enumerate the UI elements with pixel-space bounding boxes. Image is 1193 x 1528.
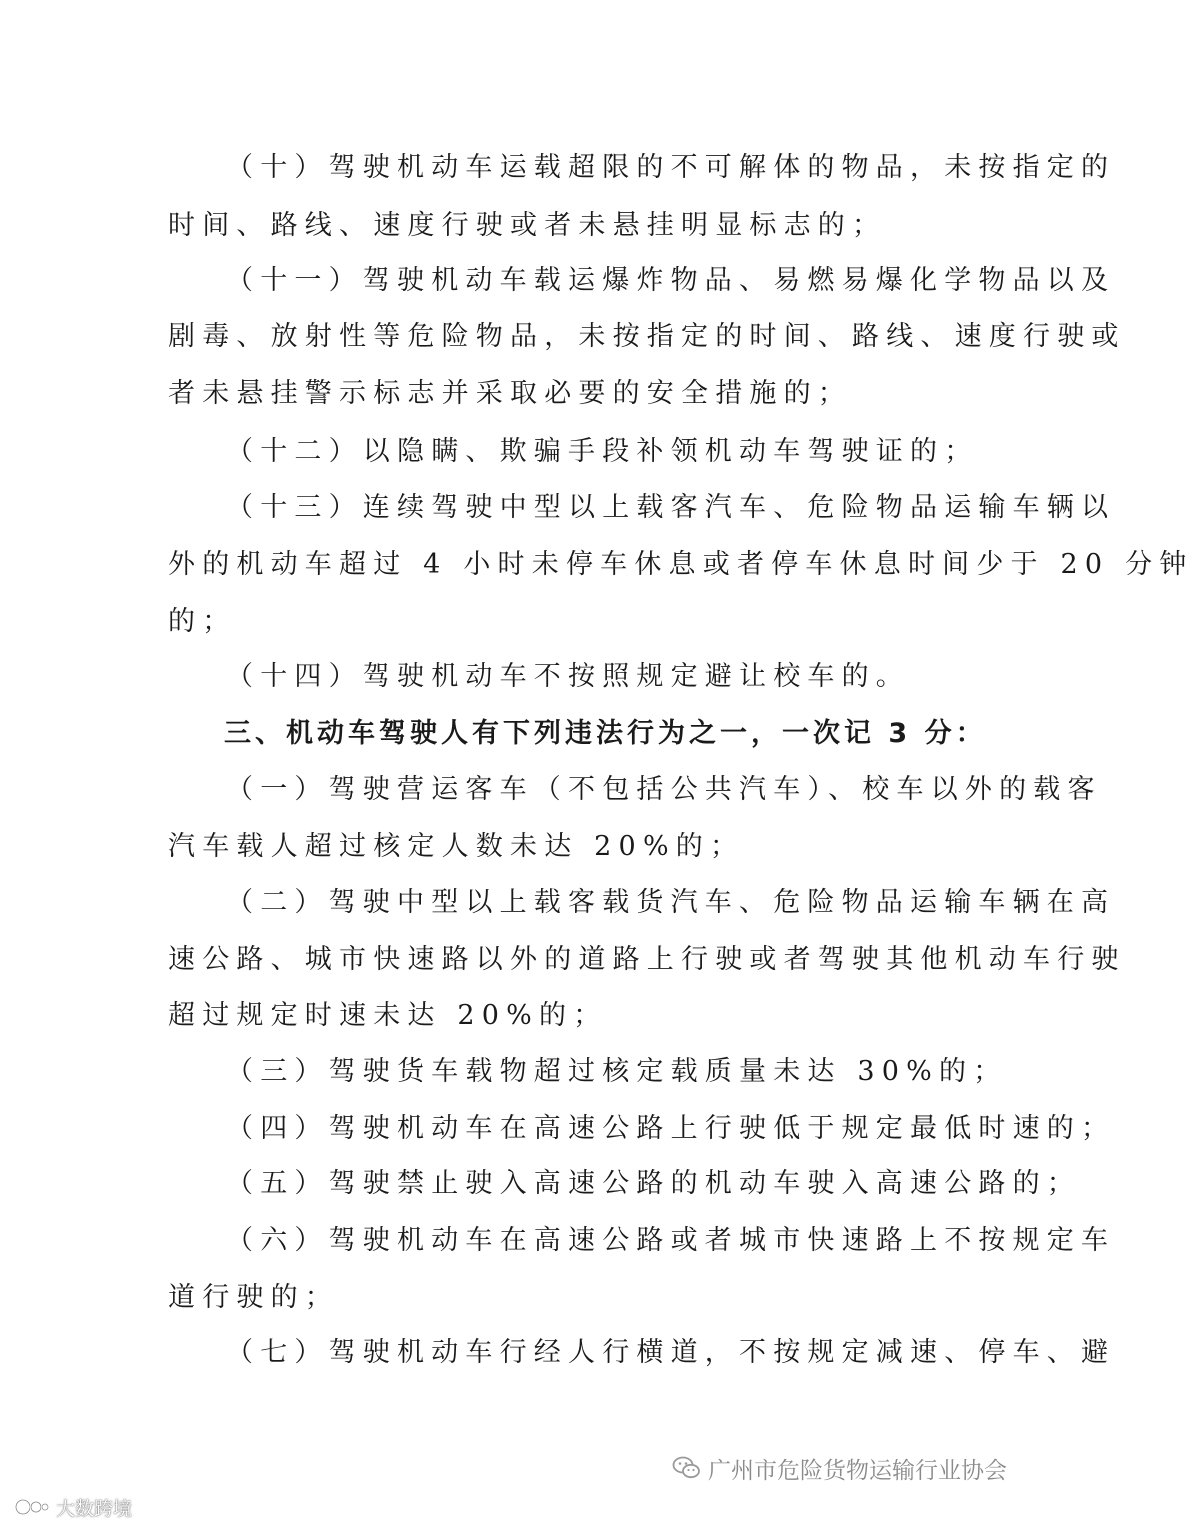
text-line: （七）驾驶机动车行经人行横道，不按规定减速、停车、避 <box>226 1337 1116 1368</box>
brand-watermark <box>14 1492 132 1522</box>
text-line: （五）驾驶禁止驶入高速公路的机动车驶入高速公路的； <box>226 1168 1081 1199</box>
text-line: 者未悬挂警示标志并采取必要的安全措施的； <box>168 378 852 409</box>
text-line: （十四）驾驶机动车不按照规定避让校车的。 <box>226 661 910 692</box>
text-line: （一）驾驶营运客车（不包括公共汽车）、校车以外的载客 <box>226 774 1102 805</box>
text-line: （二）驾驶中型以上载客载货汽车、危险物品运输车辆在高 <box>226 887 1116 918</box>
text-line: （三）驾驶货车载物超过核定载质量未达 30%的； <box>226 1056 1008 1087</box>
text-line: （十三）连续驾驶中型以上载客汽车、危险物品运输车辆以 <box>226 492 1116 523</box>
watermark-text: 大数跨境 <box>56 1497 133 1520</box>
text-line: （十二）以隐瞒、欺骗手段补领机动车驾驶证的； <box>226 436 979 467</box>
text-line: 道行驶的； <box>168 1282 339 1313</box>
text-line: 时间、路线、速度行驶或者未悬挂明显标志的； <box>168 210 887 241</box>
text-line: （六）驾驶机动车在高速公路或者城市快速路上不按规定车 <box>226 1225 1116 1256</box>
text-line: 剧毒、放射性等危险物品，未按指定的时间、路线、速度行驶或 <box>168 321 1126 352</box>
brand-logo-icon <box>14 1495 50 1519</box>
text-line: 超过规定时速未达 20%的； <box>168 1000 608 1031</box>
text-line: （十一）驾驶机动车载运爆炸物品、易燃易爆化学物品以及 <box>226 265 1116 296</box>
text-line: 外的机动车超过 4 小时未停车休息或者停车休息时间少于 20 分钟 <box>168 549 1193 580</box>
text-line: （四）驾驶机动车在高速公路上行驶低于规定最低时速的； <box>226 1113 1116 1144</box>
watermark-text: 广州市危险货物运输行业协会 <box>708 1457 1007 1484</box>
source-watermark <box>672 1448 1007 1488</box>
wechat-icon <box>672 1455 702 1481</box>
text-line: 汽车载人超过核定人数未达 20%的； <box>168 831 745 862</box>
text-line: 速公路、城市快速路以外的道路上行驶或者驾驶其他机动车行驶 <box>168 944 1126 975</box>
section-heading: 三、机动车驾驶人有下列违法行为之一，一次记 3 分： <box>224 718 987 749</box>
text-line: 的； <box>168 606 237 637</box>
text-line: （十）驾驶机动车运载超限的不可解体的物品，未按指定的 <box>226 152 1116 183</box>
